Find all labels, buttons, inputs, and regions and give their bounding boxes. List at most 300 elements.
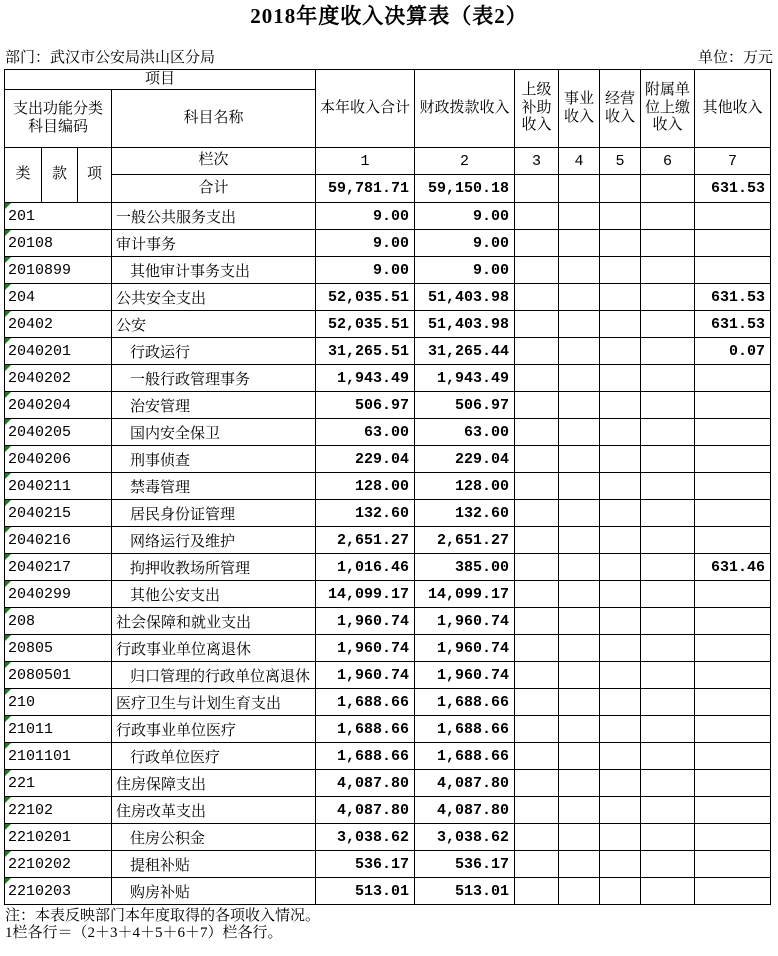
row-value-5 xyxy=(600,203,641,230)
row-value-6 xyxy=(641,284,695,311)
row-value-2: 63.00 xyxy=(415,419,515,446)
row-value-4 xyxy=(559,689,600,716)
row-value-2: 2,651.27 xyxy=(415,527,515,554)
row-value-1: 1,688.66 xyxy=(316,689,415,716)
row-value-7 xyxy=(695,203,771,230)
row-value-1: 132.60 xyxy=(316,500,415,527)
row-subject-name: 住房公积金 xyxy=(112,824,316,851)
row-value-5 xyxy=(600,851,641,878)
total-value-3 xyxy=(515,175,559,203)
row-code: 2040217 xyxy=(8,558,72,576)
row-value-6 xyxy=(641,311,695,338)
row-code: 208 xyxy=(8,612,36,630)
row-value-7: 631.46 xyxy=(695,554,771,581)
row-value-6 xyxy=(641,797,695,824)
row-value-5 xyxy=(600,500,641,527)
row-value-6 xyxy=(641,419,695,446)
row-value-7 xyxy=(695,230,771,257)
row-value-6 xyxy=(641,743,695,770)
row-code: 210 xyxy=(8,693,36,711)
row-value-4 xyxy=(559,203,600,230)
row-subject-name: 住房保障支出 xyxy=(112,770,316,797)
row-value-6 xyxy=(641,365,695,392)
row-code: 2040211 xyxy=(8,477,72,495)
row-code-cell xyxy=(5,392,112,419)
row-code: 2040206 xyxy=(8,450,72,468)
row-value-3 xyxy=(515,257,559,284)
row-value-6 xyxy=(641,689,695,716)
row-value-1: 1,960.74 xyxy=(316,608,415,635)
row-value-6 xyxy=(641,662,695,689)
table-body xyxy=(5,203,771,905)
row-value-7: 631.53 xyxy=(695,311,771,338)
excel-error-indicator-icon xyxy=(5,284,11,290)
row-value-3 xyxy=(515,662,559,689)
table-row xyxy=(5,311,771,338)
row-code-cell xyxy=(5,878,112,905)
row-value-2: 1,688.66 xyxy=(415,689,515,716)
total-row xyxy=(5,175,771,203)
row-code: 2040201 xyxy=(8,342,72,360)
row-value-4 xyxy=(559,608,600,635)
excel-error-indicator-icon xyxy=(5,851,11,857)
row-value-3 xyxy=(515,338,559,365)
row-code-cell xyxy=(5,230,112,257)
row-value-5 xyxy=(600,473,641,500)
row-value-6 xyxy=(641,878,695,905)
footnotes xyxy=(5,908,778,942)
row-value-6 xyxy=(641,338,695,365)
row-value-3 xyxy=(515,878,559,905)
row-value-1: 63.00 xyxy=(316,419,415,446)
excel-error-indicator-icon xyxy=(5,689,11,695)
row-value-1: 52,035.51 xyxy=(316,311,415,338)
row-value-1: 1,688.66 xyxy=(316,743,415,770)
excel-error-indicator-icon xyxy=(5,635,11,641)
row-code: 2101101 xyxy=(8,747,72,765)
row-subject-name: 一般行政管理事务 xyxy=(112,365,316,392)
table-row xyxy=(5,500,771,527)
row-value-5 xyxy=(600,392,641,419)
table-row xyxy=(5,743,771,770)
row-code-cell xyxy=(5,851,112,878)
row-code-cell xyxy=(5,635,112,662)
table-row xyxy=(5,689,771,716)
row-value-7 xyxy=(695,257,771,284)
row-value-1: 3,038.62 xyxy=(316,824,415,851)
row-code: 2040202 xyxy=(8,369,72,387)
table-row xyxy=(5,257,771,284)
row-value-2: 385.00 xyxy=(415,554,515,581)
row-value-5 xyxy=(600,419,641,446)
row-code-cell xyxy=(5,797,112,824)
row-code: 2040299 xyxy=(8,585,72,603)
excel-error-indicator-icon xyxy=(5,743,11,749)
row-value-4 xyxy=(559,662,600,689)
excel-error-indicator-icon xyxy=(5,365,11,371)
row-value-5 xyxy=(600,635,641,662)
row-value-4 xyxy=(559,392,600,419)
header-income-total: 本年收入合计 xyxy=(316,70,415,148)
column-index-7: 7 xyxy=(695,148,771,175)
row-value-7 xyxy=(695,473,771,500)
row-value-7 xyxy=(695,500,771,527)
row-code-cell xyxy=(5,473,112,500)
footnote-1: 注：本表反映部门本年度取得的各项收入情况。 xyxy=(5,908,321,924)
row-value-6 xyxy=(641,527,695,554)
total-value-7: 631.53 xyxy=(695,175,771,203)
row-value-7: 631.53 xyxy=(695,284,771,311)
row-value-3 xyxy=(515,824,559,851)
row-value-7 xyxy=(695,365,771,392)
excel-error-indicator-icon xyxy=(5,878,11,884)
page-title: 2018年度收入决算表（表2） xyxy=(250,4,528,28)
row-value-7 xyxy=(695,689,771,716)
row-subject-name: 刑事侦查 xyxy=(112,446,316,473)
row-code-cell xyxy=(5,716,112,743)
table-row xyxy=(5,797,771,824)
row-value-2: 9.00 xyxy=(415,230,515,257)
table-row xyxy=(5,581,771,608)
excel-error-indicator-icon xyxy=(5,527,11,533)
header-operating-income: 经营收入 xyxy=(600,70,641,148)
header-subject-name: 科目名称 xyxy=(112,90,316,148)
row-code-cell xyxy=(5,311,112,338)
row-value-1: 229.04 xyxy=(316,446,415,473)
row-subject-name: 公共安全支出 xyxy=(112,284,316,311)
row-code-cell xyxy=(5,554,112,581)
row-value-5 xyxy=(600,527,641,554)
row-value-1: 2,651.27 xyxy=(316,527,415,554)
total-value-6 xyxy=(641,175,695,203)
row-value-1: 14,099.17 xyxy=(316,581,415,608)
row-value-7 xyxy=(695,635,771,662)
row-value-2: 51,403.98 xyxy=(415,284,515,311)
row-subject-name: 行政事业单位医疗 xyxy=(112,716,316,743)
row-value-4 xyxy=(559,446,600,473)
row-subject-name: 归口管理的行政单位离退休 xyxy=(112,662,316,689)
row-value-1: 1,016.46 xyxy=(316,554,415,581)
row-code: 2210203 xyxy=(8,882,72,900)
row-value-3 xyxy=(515,473,559,500)
header-fiscal-appropriation: 财政拨款收入 xyxy=(415,70,515,148)
row-value-6 xyxy=(641,257,695,284)
row-subject-name: 国内安全保卫 xyxy=(112,419,316,446)
row-value-3 xyxy=(515,311,559,338)
row-value-3 xyxy=(515,203,559,230)
header-col-class: 类 xyxy=(5,148,42,203)
row-value-5 xyxy=(600,797,641,824)
row-value-6 xyxy=(641,770,695,797)
row-code: 20805 xyxy=(8,639,54,657)
row-value-3 xyxy=(515,419,559,446)
row-value-4 xyxy=(559,797,600,824)
row-value-3 xyxy=(515,689,559,716)
row-value-4 xyxy=(559,500,600,527)
row-value-4 xyxy=(559,419,600,446)
excel-error-indicator-icon xyxy=(5,419,11,425)
row-value-7 xyxy=(695,392,771,419)
row-code: 20108 xyxy=(8,234,54,252)
row-value-2: 132.60 xyxy=(415,500,515,527)
row-value-5 xyxy=(600,338,641,365)
row-value-5 xyxy=(600,446,641,473)
table-row xyxy=(5,608,771,635)
excel-error-indicator-icon xyxy=(5,230,11,236)
excel-error-indicator-icon xyxy=(5,203,11,209)
row-code: 2010899 xyxy=(8,261,72,279)
row-code: 2080501 xyxy=(8,666,72,684)
row-value-4 xyxy=(559,338,600,365)
row-value-3 xyxy=(515,284,559,311)
row-value-4 xyxy=(559,581,600,608)
row-value-3 xyxy=(515,743,559,770)
table-row xyxy=(5,284,771,311)
header-business-income: 事业收入 xyxy=(559,70,600,148)
row-value-3 xyxy=(515,608,559,635)
column-index-2: 2 xyxy=(415,148,515,175)
row-code-cell xyxy=(5,446,112,473)
row-value-1: 506.97 xyxy=(316,392,415,419)
row-code-cell xyxy=(5,419,112,446)
row-value-5 xyxy=(600,581,641,608)
row-value-5 xyxy=(600,662,641,689)
row-value-4 xyxy=(559,635,600,662)
total-label: 合计 xyxy=(112,175,316,203)
row-value-2: 128.00 xyxy=(415,473,515,500)
header-row-indices xyxy=(5,148,771,175)
row-value-2: 536.17 xyxy=(415,851,515,878)
excel-error-indicator-icon xyxy=(5,716,11,722)
excel-error-indicator-icon xyxy=(5,797,11,803)
row-subject-name: 行政事业单位离退休 xyxy=(112,635,316,662)
row-value-4 xyxy=(559,851,600,878)
row-subject-name: 禁毒管理 xyxy=(112,473,316,500)
table-row xyxy=(5,446,771,473)
row-value-5 xyxy=(600,365,641,392)
header-row-index-label: 栏次 xyxy=(112,148,316,175)
row-value-4 xyxy=(559,257,600,284)
table-row xyxy=(5,662,771,689)
row-value-2: 51,403.98 xyxy=(415,311,515,338)
header-code-group: 支出功能分类科目编码 xyxy=(5,90,112,148)
table-row xyxy=(5,365,771,392)
row-value-5 xyxy=(600,230,641,257)
row-value-3 xyxy=(515,365,559,392)
table-row xyxy=(5,527,771,554)
excel-error-indicator-icon xyxy=(5,257,11,263)
row-value-6 xyxy=(641,392,695,419)
row-value-7 xyxy=(695,851,771,878)
row-value-2: 1,960.74 xyxy=(415,608,515,635)
row-value-4 xyxy=(559,365,600,392)
row-value-2: 9.00 xyxy=(415,203,515,230)
row-value-6 xyxy=(641,230,695,257)
row-value-5 xyxy=(600,878,641,905)
table-row xyxy=(5,392,771,419)
row-code-cell xyxy=(5,689,112,716)
row-value-1: 128.00 xyxy=(316,473,415,500)
column-index-5: 5 xyxy=(600,148,641,175)
header-other-income: 其他收入 xyxy=(695,70,771,148)
row-value-4 xyxy=(559,743,600,770)
row-value-1: 52,035.51 xyxy=(316,284,415,311)
row-value-7 xyxy=(695,743,771,770)
row-value-3 xyxy=(515,851,559,878)
row-value-5 xyxy=(600,824,641,851)
table-row xyxy=(5,716,771,743)
row-value-5 xyxy=(600,284,641,311)
row-value-1: 9.00 xyxy=(316,203,415,230)
column-index-4: 4 xyxy=(559,148,600,175)
row-code: 2210201 xyxy=(8,828,72,846)
column-index-3: 3 xyxy=(515,148,559,175)
row-value-5 xyxy=(600,311,641,338)
row-value-6 xyxy=(641,203,695,230)
row-value-7 xyxy=(695,419,771,446)
row-value-2: 1,960.74 xyxy=(415,662,515,689)
row-value-2: 1,943.49 xyxy=(415,365,515,392)
row-value-3 xyxy=(515,581,559,608)
table-row xyxy=(5,473,771,500)
row-subject-name: 居民身份证管理 xyxy=(112,500,316,527)
table-row xyxy=(5,878,771,905)
row-value-5 xyxy=(600,716,641,743)
row-value-1: 513.01 xyxy=(316,878,415,905)
excel-error-indicator-icon xyxy=(5,770,11,776)
row-value-6 xyxy=(641,824,695,851)
row-value-4 xyxy=(559,527,600,554)
department-label: 部门：武汉市公安局洪山区分局 xyxy=(5,50,216,66)
row-value-4 xyxy=(559,284,600,311)
row-value-1: 1,960.74 xyxy=(316,662,415,689)
row-value-7 xyxy=(695,608,771,635)
row-value-2: 1,688.66 xyxy=(415,716,515,743)
row-value-2: 14,099.17 xyxy=(415,581,515,608)
row-subject-name: 医疗卫生与计划生育支出 xyxy=(112,689,316,716)
row-value-3 xyxy=(515,554,559,581)
row-subject-name: 行政单位医疗 xyxy=(112,743,316,770)
row-code-cell xyxy=(5,203,112,230)
row-code: 201 xyxy=(8,207,36,225)
row-subject-name: 购房补贴 xyxy=(112,878,316,905)
row-value-1: 1,688.66 xyxy=(316,716,415,743)
row-value-1: 9.00 xyxy=(316,230,415,257)
header-row-project xyxy=(5,70,771,90)
excel-error-indicator-icon xyxy=(5,581,11,587)
row-value-6 xyxy=(641,581,695,608)
row-subject-name: 行政运行 xyxy=(112,338,316,365)
row-value-2: 1,960.74 xyxy=(415,635,515,662)
row-code: 2040215 xyxy=(8,504,72,522)
row-value-1: 536.17 xyxy=(316,851,415,878)
row-code-cell xyxy=(5,770,112,797)
footnote-2: 1栏各行＝（2＋3＋4＋5＋6＋7）栏各行。 xyxy=(5,925,283,941)
row-code-cell xyxy=(5,608,112,635)
row-value-1: 31,265.51 xyxy=(316,338,415,365)
row-subject-name: 提租补贴 xyxy=(112,851,316,878)
excel-error-indicator-icon xyxy=(5,473,11,479)
row-value-7 xyxy=(695,446,771,473)
excel-error-indicator-icon xyxy=(5,311,11,317)
unit-label: 单位：万元 xyxy=(697,50,773,66)
row-value-4 xyxy=(559,770,600,797)
row-value-3 xyxy=(515,527,559,554)
row-code: 2210202 xyxy=(8,855,72,873)
row-value-3 xyxy=(515,797,559,824)
row-code: 2040205 xyxy=(8,423,72,441)
total-value-5 xyxy=(600,175,641,203)
excel-error-indicator-icon xyxy=(5,554,11,560)
row-value-3 xyxy=(515,500,559,527)
total-value-1: 59,781.71 xyxy=(316,175,415,203)
table-row xyxy=(5,824,771,851)
row-value-7 xyxy=(695,527,771,554)
row-code-cell xyxy=(5,824,112,851)
excel-error-indicator-icon xyxy=(5,500,11,506)
row-subject-name: 其他审计事务支出 xyxy=(112,257,316,284)
row-code: 204 xyxy=(8,288,36,306)
row-code-cell xyxy=(5,500,112,527)
row-code-cell xyxy=(5,338,112,365)
row-code: 20402 xyxy=(8,315,54,333)
row-code: 2040216 xyxy=(8,531,72,549)
excel-error-indicator-icon xyxy=(5,824,11,830)
row-value-6 xyxy=(641,851,695,878)
row-code-cell xyxy=(5,662,112,689)
row-value-6 xyxy=(641,554,695,581)
row-value-2: 31,265.44 xyxy=(415,338,515,365)
row-value-2: 513.01 xyxy=(415,878,515,905)
row-code-cell xyxy=(5,743,112,770)
row-value-4 xyxy=(559,311,600,338)
column-index-6: 6 xyxy=(641,148,695,175)
row-value-4 xyxy=(559,230,600,257)
row-value-4 xyxy=(559,824,600,851)
row-subject-name: 公安 xyxy=(112,311,316,338)
row-value-2: 4,087.80 xyxy=(415,770,515,797)
row-value-2: 9.00 xyxy=(415,257,515,284)
row-value-7 xyxy=(695,824,771,851)
row-subject-name: 住房改革支出 xyxy=(112,797,316,824)
row-value-5 xyxy=(600,770,641,797)
row-code: 2040204 xyxy=(8,396,72,414)
header-col-item: 项 xyxy=(78,148,112,203)
row-value-7 xyxy=(695,662,771,689)
row-value-1: 4,087.80 xyxy=(316,770,415,797)
header-affiliated-remitted: 附属单位上缴收入 xyxy=(641,70,695,148)
row-code-cell xyxy=(5,527,112,554)
row-code: 21011 xyxy=(8,720,54,738)
row-value-3 xyxy=(515,716,559,743)
row-value-2: 3,038.62 xyxy=(415,824,515,851)
row-subject-name: 网络运行及维护 xyxy=(112,527,316,554)
header-col-section: 款 xyxy=(42,148,78,203)
excel-error-indicator-icon xyxy=(5,392,11,398)
excel-error-indicator-icon xyxy=(5,338,11,344)
row-value-1: 1,960.74 xyxy=(316,635,415,662)
row-value-5 xyxy=(600,608,641,635)
row-value-7 xyxy=(695,797,771,824)
meta-line xyxy=(5,49,773,67)
row-value-1: 1,943.49 xyxy=(316,365,415,392)
row-value-7 xyxy=(695,878,771,905)
row-value-6 xyxy=(641,716,695,743)
table-row xyxy=(5,554,771,581)
row-value-6 xyxy=(641,635,695,662)
header-superior-subsidy: 上级补助收入 xyxy=(515,70,559,148)
table-row xyxy=(5,419,771,446)
